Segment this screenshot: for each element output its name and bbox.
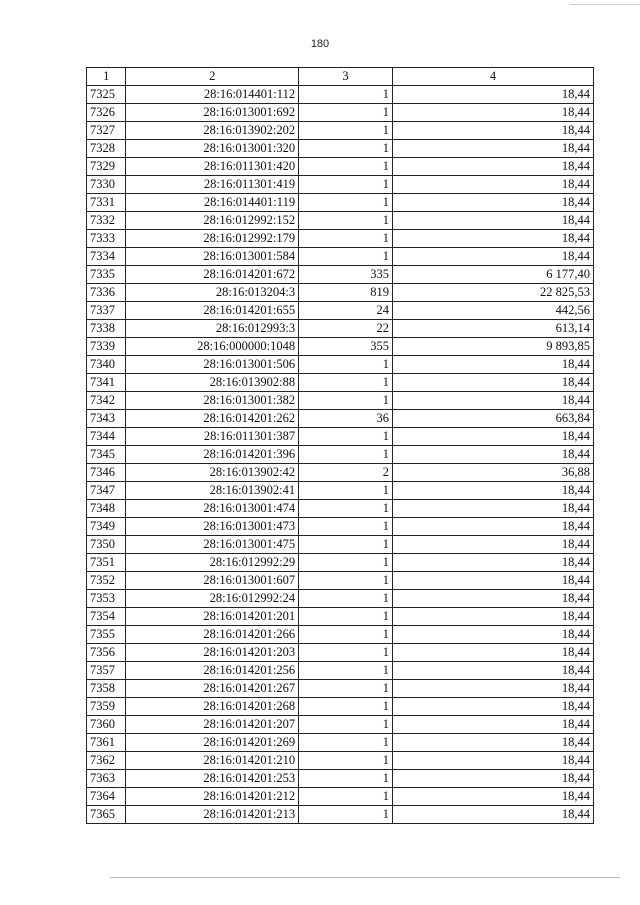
cadastral-number-cell: 28:16:014401:112 (126, 86, 299, 104)
row-number-cell: 7328 (87, 140, 126, 158)
quantity-cell: 2 (299, 464, 393, 482)
table-row (87, 158, 594, 176)
table-row (87, 608, 594, 626)
table-row (87, 266, 594, 284)
cadastral-number-cell: 28:16:011301:387 (126, 428, 299, 446)
amount-cell: 442,56 (393, 302, 594, 320)
quantity-cell: 1 (299, 590, 393, 608)
quantity-cell: 1 (299, 158, 393, 176)
amount-cell: 613,14 (393, 320, 594, 338)
row-number-cell: 7347 (87, 482, 126, 500)
cadastral-number-cell: 28:16:014201:213 (126, 806, 299, 824)
row-number-cell: 7330 (87, 176, 126, 194)
row-number-cell: 7334 (87, 248, 126, 266)
row-number-cell: 7350 (87, 536, 126, 554)
table-row (87, 806, 594, 824)
row-number-cell: 7357 (87, 662, 126, 680)
quantity-cell: 36 (299, 410, 393, 428)
table-row (87, 554, 594, 572)
top-edge-divider (570, 4, 640, 5)
row-number-cell: 7337 (87, 302, 126, 320)
amount-cell: 9 893,85 (393, 338, 594, 356)
cadastral-number-cell: 28:16:013204:3 (126, 284, 299, 302)
amount-cell: 22 825,53 (393, 284, 594, 302)
quantity-cell: 1 (299, 446, 393, 464)
cadastral-number-cell: 28:16:012992:179 (126, 230, 299, 248)
cadastral-number-cell: 28:16:014201:212 (126, 788, 299, 806)
table-row (87, 122, 594, 140)
row-number-cell: 7348 (87, 500, 126, 518)
table-row (87, 428, 594, 446)
row-number-cell: 7342 (87, 392, 126, 410)
cadastral-number-cell: 28:16:013001:475 (126, 536, 299, 554)
row-number-cell: 7354 (87, 608, 126, 626)
cadastral-number-cell: 28:16:013001:320 (126, 140, 299, 158)
page-number: 180 (310, 38, 330, 50)
cadastral-number-cell: 28:16:014201:396 (126, 446, 299, 464)
amount-cell: 18,44 (393, 122, 594, 140)
cadastral-number-cell: 28:16:013001:692 (126, 104, 299, 122)
cadastral-number-cell: 28:16:013001:382 (126, 392, 299, 410)
quantity-cell: 1 (299, 716, 393, 734)
cadastral-number-cell: 28:16:012992:29 (126, 554, 299, 572)
cadastral-number-cell: 28:16:014401:119 (126, 194, 299, 212)
cadastral-number-cell: 28:16:011301:419 (126, 176, 299, 194)
quantity-cell: 1 (299, 734, 393, 752)
cadastral-number-cell: 28:16:014201:203 (126, 644, 299, 662)
amount-cell: 18,44 (393, 86, 594, 104)
quantity-cell: 1 (299, 788, 393, 806)
row-number-cell: 7343 (87, 410, 126, 428)
row-number-cell: 7359 (87, 698, 126, 716)
cadastral-number-cell: 28:16:014201:256 (126, 662, 299, 680)
cadastral-number-cell: 28:16:014201:266 (126, 626, 299, 644)
cadastral-number-cell: 28:16:012993:3 (126, 320, 299, 338)
data-table (86, 67, 594, 824)
cadastral-number-cell: 28:16:014201:207 (126, 716, 299, 734)
table-row (87, 230, 594, 248)
row-number-cell: 7338 (87, 320, 126, 338)
bottom-divider (110, 877, 620, 878)
cadastral-number-cell: 28:16:013001:584 (126, 248, 299, 266)
cadastral-number-cell: 28:16:000000:1048 (126, 338, 299, 356)
table-row (87, 734, 594, 752)
amount-cell: 6 177,40 (393, 266, 594, 284)
row-number-cell: 7327 (87, 122, 126, 140)
row-number-cell: 7333 (87, 230, 126, 248)
amount-cell: 18,44 (393, 500, 594, 518)
column-header-3: 3 (299, 68, 393, 86)
row-number-cell: 7361 (87, 734, 126, 752)
cadastral-number-cell: 28:16:012992:24 (126, 590, 299, 608)
row-number-cell: 7336 (87, 284, 126, 302)
amount-cell: 18,44 (393, 716, 594, 734)
quantity-cell: 1 (299, 230, 393, 248)
cadastral-number-cell: 28:16:013001:473 (126, 518, 299, 536)
row-number-cell: 7339 (87, 338, 126, 356)
table-row (87, 698, 594, 716)
amount-cell: 18,44 (393, 194, 594, 212)
table-body (87, 86, 594, 824)
quantity-cell: 24 (299, 302, 393, 320)
row-number-cell: 7332 (87, 212, 126, 230)
cadastral-number-cell: 28:16:013001:607 (126, 572, 299, 590)
cadastral-number-cell: 28:16:014201:267 (126, 680, 299, 698)
quantity-cell: 1 (299, 104, 393, 122)
row-number-cell: 7341 (87, 374, 126, 392)
quantity-cell: 1 (299, 86, 393, 104)
table-row (87, 104, 594, 122)
row-number-cell: 7325 (87, 86, 126, 104)
table-row (87, 482, 594, 500)
amount-cell: 18,44 (393, 356, 594, 374)
table-row (87, 644, 594, 662)
cadastral-number-cell: 28:16:013902:202 (126, 122, 299, 140)
table-row (87, 662, 594, 680)
table-row (87, 338, 594, 356)
amount-cell: 18,44 (393, 572, 594, 590)
cadastral-number-cell: 28:16:014201:201 (126, 608, 299, 626)
amount-cell: 18,44 (393, 590, 594, 608)
row-number-cell: 7355 (87, 626, 126, 644)
table-row (87, 500, 594, 518)
quantity-cell: 1 (299, 356, 393, 374)
cadastral-number-cell: 28:16:014201:655 (126, 302, 299, 320)
amount-cell: 18,44 (393, 446, 594, 464)
row-number-cell: 7353 (87, 590, 126, 608)
quantity-cell: 1 (299, 752, 393, 770)
quantity-cell: 1 (299, 518, 393, 536)
row-number-cell: 7340 (87, 356, 126, 374)
row-number-cell: 7346 (87, 464, 126, 482)
table-row (87, 752, 594, 770)
amount-cell: 18,44 (393, 680, 594, 698)
cadastral-number-cell: 28:16:013902:88 (126, 374, 299, 392)
table-row (87, 140, 594, 158)
table-row (87, 212, 594, 230)
quantity-cell: 1 (299, 554, 393, 572)
table-row (87, 770, 594, 788)
row-number-cell: 7345 (87, 446, 126, 464)
table-row (87, 446, 594, 464)
amount-cell: 18,44 (393, 104, 594, 122)
table-row (87, 194, 594, 212)
table-row (87, 626, 594, 644)
quantity-cell: 22 (299, 320, 393, 338)
amount-cell: 18,44 (393, 770, 594, 788)
table-row (87, 410, 594, 428)
row-number-cell: 7360 (87, 716, 126, 734)
amount-cell: 18,44 (393, 482, 594, 500)
cadastral-number-cell: 28:16:012992:152 (126, 212, 299, 230)
cadastral-number-cell: 28:16:013902:42 (126, 464, 299, 482)
row-number-cell: 7351 (87, 554, 126, 572)
quantity-cell: 1 (299, 500, 393, 518)
amount-cell: 663,84 (393, 410, 594, 428)
amount-cell: 18,44 (393, 392, 594, 410)
row-number-cell: 7335 (87, 266, 126, 284)
quantity-cell: 1 (299, 374, 393, 392)
cadastral-number-cell: 28:16:014201:253 (126, 770, 299, 788)
row-number-cell: 7331 (87, 194, 126, 212)
table-row (87, 392, 594, 410)
table-row (87, 572, 594, 590)
amount-cell: 18,44 (393, 176, 594, 194)
quantity-cell: 1 (299, 176, 393, 194)
cadastral-number-cell: 28:16:013001:474 (126, 500, 299, 518)
amount-cell: 18,44 (393, 536, 594, 554)
amount-cell: 18,44 (393, 374, 594, 392)
quantity-cell: 1 (299, 572, 393, 590)
quantity-cell: 1 (299, 428, 393, 446)
amount-cell: 18,44 (393, 626, 594, 644)
quantity-cell: 1 (299, 140, 393, 158)
quantity-cell: 1 (299, 698, 393, 716)
amount-cell: 18,44 (393, 140, 594, 158)
amount-cell: 18,44 (393, 734, 594, 752)
row-number-cell: 7356 (87, 644, 126, 662)
table-row (87, 680, 594, 698)
quantity-cell: 1 (299, 806, 393, 824)
table-row (87, 356, 594, 374)
row-number-cell: 7349 (87, 518, 126, 536)
quantity-cell: 1 (299, 122, 393, 140)
table-row (87, 788, 594, 806)
quantity-cell: 819 (299, 284, 393, 302)
table-row (87, 320, 594, 338)
amount-cell: 18,44 (393, 698, 594, 716)
quantity-cell: 1 (299, 536, 393, 554)
column-header-4: 4 (393, 68, 594, 86)
table-row (87, 176, 594, 194)
row-number-cell: 7358 (87, 680, 126, 698)
quantity-cell: 1 (299, 644, 393, 662)
row-number-cell: 7363 (87, 770, 126, 788)
amount-cell: 18,44 (393, 428, 594, 446)
row-number-cell: 7365 (87, 806, 126, 824)
amount-cell: 36,88 (393, 464, 594, 482)
amount-cell: 18,44 (393, 806, 594, 824)
table-row (87, 86, 594, 104)
amount-cell: 18,44 (393, 248, 594, 266)
amount-cell: 18,44 (393, 518, 594, 536)
amount-cell: 18,44 (393, 230, 594, 248)
quantity-cell: 1 (299, 662, 393, 680)
quantity-cell: 1 (299, 212, 393, 230)
table-row (87, 248, 594, 266)
table-row (87, 284, 594, 302)
amount-cell: 18,44 (393, 554, 594, 572)
quantity-cell: 1 (299, 194, 393, 212)
amount-cell: 18,44 (393, 158, 594, 176)
cadastral-number-cell: 28:16:014201:269 (126, 734, 299, 752)
row-number-cell: 7362 (87, 752, 126, 770)
amount-cell: 18,44 (393, 644, 594, 662)
row-number-cell: 7326 (87, 104, 126, 122)
column-header-2: 2 (126, 68, 299, 86)
row-number-cell: 7329 (87, 158, 126, 176)
table-row (87, 518, 594, 536)
quantity-cell: 1 (299, 608, 393, 626)
quantity-cell: 1 (299, 248, 393, 266)
quantity-cell: 1 (299, 626, 393, 644)
column-header-1: 1 (87, 68, 126, 86)
amount-cell: 18,44 (393, 788, 594, 806)
amount-cell: 18,44 (393, 608, 594, 626)
quantity-cell: 335 (299, 266, 393, 284)
table-header-row (87, 68, 594, 86)
cadastral-number-cell: 28:16:014201:262 (126, 410, 299, 428)
cadastral-number-cell: 28:16:014201:672 (126, 266, 299, 284)
quantity-cell: 355 (299, 338, 393, 356)
cadastral-number-cell: 28:16:014201:210 (126, 752, 299, 770)
cadastral-number-cell: 28:16:013001:506 (126, 356, 299, 374)
row-number-cell: 7352 (87, 572, 126, 590)
amount-cell: 18,44 (393, 752, 594, 770)
table-row (87, 374, 594, 392)
table-row (87, 464, 594, 482)
cadastral-number-cell: 28:16:013902:41 (126, 482, 299, 500)
table-row (87, 590, 594, 608)
row-number-cell: 7364 (87, 788, 126, 806)
cadastral-number-cell: 28:16:014201:268 (126, 698, 299, 716)
amount-cell: 18,44 (393, 212, 594, 230)
table-row (87, 302, 594, 320)
cadastral-number-cell: 28:16:011301:420 (126, 158, 299, 176)
table-row (87, 716, 594, 734)
quantity-cell: 1 (299, 680, 393, 698)
row-number-cell: 7344 (87, 428, 126, 446)
quantity-cell: 1 (299, 482, 393, 500)
table-row (87, 536, 594, 554)
quantity-cell: 1 (299, 770, 393, 788)
amount-cell: 18,44 (393, 662, 594, 680)
quantity-cell: 1 (299, 392, 393, 410)
